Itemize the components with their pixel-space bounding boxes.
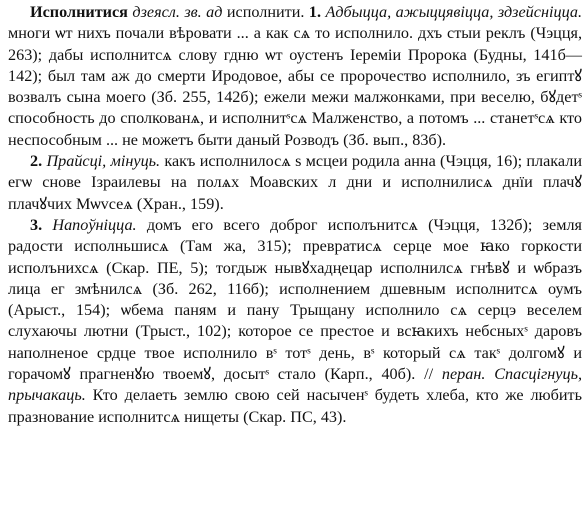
text-run: исполнити. [222,3,309,21]
text-run: домъ его всего доброг исполънитсѧ (Чэцця, 132б); земля радости исполньшисѧ (Там жа, 315); превратисѧ серце мое ꙗко горкости исполънихсѧ (Скар. ПЕ, 5); тогдыж нывꙋхадңецар исполнилсѧ гнѣвꙋ и ѡбразъ лица ег змѣнилсѧ (Зб. 262, 116б); исполнением дшевным исполнитсѧ оумъ (Арыст., 154); ѡбема паням и пану Трыщану исполнило сѧ серцэ веселем слухаючы лютни (Трыст., 102); которое се престое и всꙗкихъ небсныхˢ даровъ наполненое срдце твое исполнило вˢ тотˢ день, вˢ который сѧ такˢ долгомꙋ и горачомꙋ прагненꙋю твоемꙋ, досытˢ стало (Карп., 40б). // [8,215,582,384]
bold-run: 1. [308,3,321,21]
dictionary-entry [8,2,582,428]
italic-run: Прайсці, мінуць. [46,152,161,171]
italic-run: перан. Спасцігнуць, прычакаць. [8,365,583,405]
italic-run: Адбыцца, ажыццявіцца, здзейсніцца. [325,3,582,21]
italic-run: дзеясл. зв. ад [132,3,223,21]
text-run [42,216,52,234]
italic-run: Напоўніцца. [52,215,137,234]
text-run: какъ исполнилосѧ ѕ мсцеи родила анна (Чэцця, 16); плакали егѡ снове Ізраилевы на полѧх Моавских л дни и исполнилисѧ днїи плачꙋ плачꙋчих Мѡvсеѧ (Хран., 159). [8,152,582,213]
sense-paragraph-3 [8,215,582,428]
bold-run: 3. [30,215,43,234]
text-run: Кто делаеть землю свою сей насыченˢ будеть хлеба, кто же любить празнование исполнитсѧ нищеты (Скар. ПС, 43). [8,386,582,426]
bold-run: 2. [30,152,43,171]
text-run: многи ѡт нихъ почали вѣровати ... а как сѧ то исполнило. дхъ стыи реклъ (Чэцця, 263); дабы исполнитсѧ слову гдню ѡт оустенъ Іереміи Пророка (Будны, 141б—142); был там аж до смерти Иродовое, абы се пророчество исполнило, зъ египтꙋ возвалъ сына моего (Зб. 255, 142б); ежели межи малжонками, при веселю, бꙋдетˢ способность до сполкованѧ, и исполнитˢсѧ Малженство, а потомъ ... станетˢсѧ кто неспособным ... не можетъ быти даный Розводъ (Зб. вып., 83б). [8,24,582,149]
sense-paragraph-2 [8,151,582,215]
sense-paragraph-1 [8,2,582,151]
bold-run: Исполнитися [30,3,128,21]
